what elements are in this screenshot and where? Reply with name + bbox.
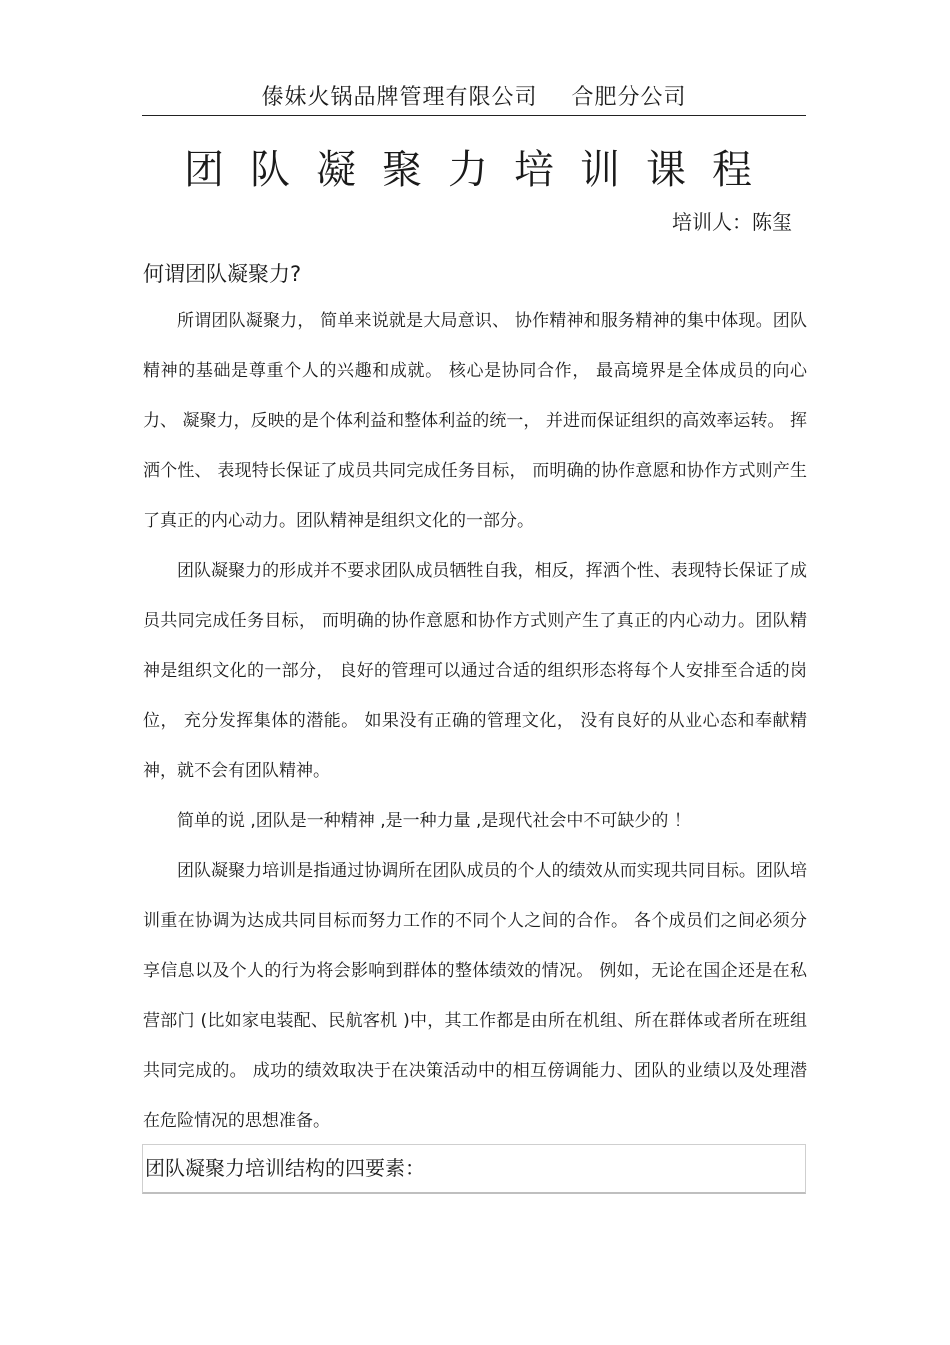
paragraph-summary: 简单的说 ,团队是一种精神 ,是一种力量 ,是现代社会中不可缺少的 ！: [177, 811, 691, 831]
section-heading-what-is-cohesion: 何谓团队凝聚力?: [143, 262, 302, 286]
page-header: [142, 80, 806, 111]
branch-name: 合肥分公司: [571, 85, 687, 110]
paragraph-definition: 所谓团队凝聚力， 简单来说就是大局意识、 协作精神和服务精神的集中体现。团队精神的基础是尊重个人的兴趣和成就。 核心是协同合作， 最高境界是全体成员的向心力、 凝聚力，反映的是个体利益和整体利益的统一， 并进而保证组织的高效率运转。 挥洒个性、 表现特长保证了成员共同完成任务目标， 而明确的协作意愿和协作方式则产生了真正的内心动力。团队精神是组织文化的一部分。: [143, 311, 807, 531]
paragraph-formation: 团队凝聚力的形成并不要求团队成员牺牲自我，相反，挥洒个性、表现特长保证了成员共同完成任务目标， 而明确的协作意愿和协作方式则产生了真正的内心动力。团队精神是组织文化的一部分， 良好的管理可以通过合适的组织形态将每个人安排至合适的岗位， 充分发挥集体的潜能。 如果没有正确的管理文化， 没有良好的从业心态和奉献精神，就不会有团队精神。: [143, 561, 807, 781]
section-heading-four-elements: 团队凝聚力培训结构的四要素：: [142, 1144, 806, 1194]
company-name: 傣妹火锅品牌管理有限公司: [261, 85, 538, 110]
header-divider: [142, 115, 806, 116]
trainer-line: 培训人：陈玺: [672, 210, 792, 234]
course-title: 团队凝聚力培训课程: [184, 147, 778, 193]
section-body: [143, 296, 807, 1146]
paragraph-training: 团队凝聚力培训是指通过协调所在团队成员的个人的绩效从而实现共同目标。团队培训重在协调为达成共同目标而努力工作的不同个人之间的合作。 各个成员们之间必须分享信息以及个人的行为将会影响到群体的整体绩效的情况。 例如，无论在国企还是在私营部门 (比如家电装配、民航客机 )中，其工作都是由所在机组、所在群体或者所在班组共同完成的。 成功的绩效取决于在决策活动中的相互傍调能力、团队的业绩以及处理潜在危险情况的思想准备。: [143, 861, 807, 1131]
